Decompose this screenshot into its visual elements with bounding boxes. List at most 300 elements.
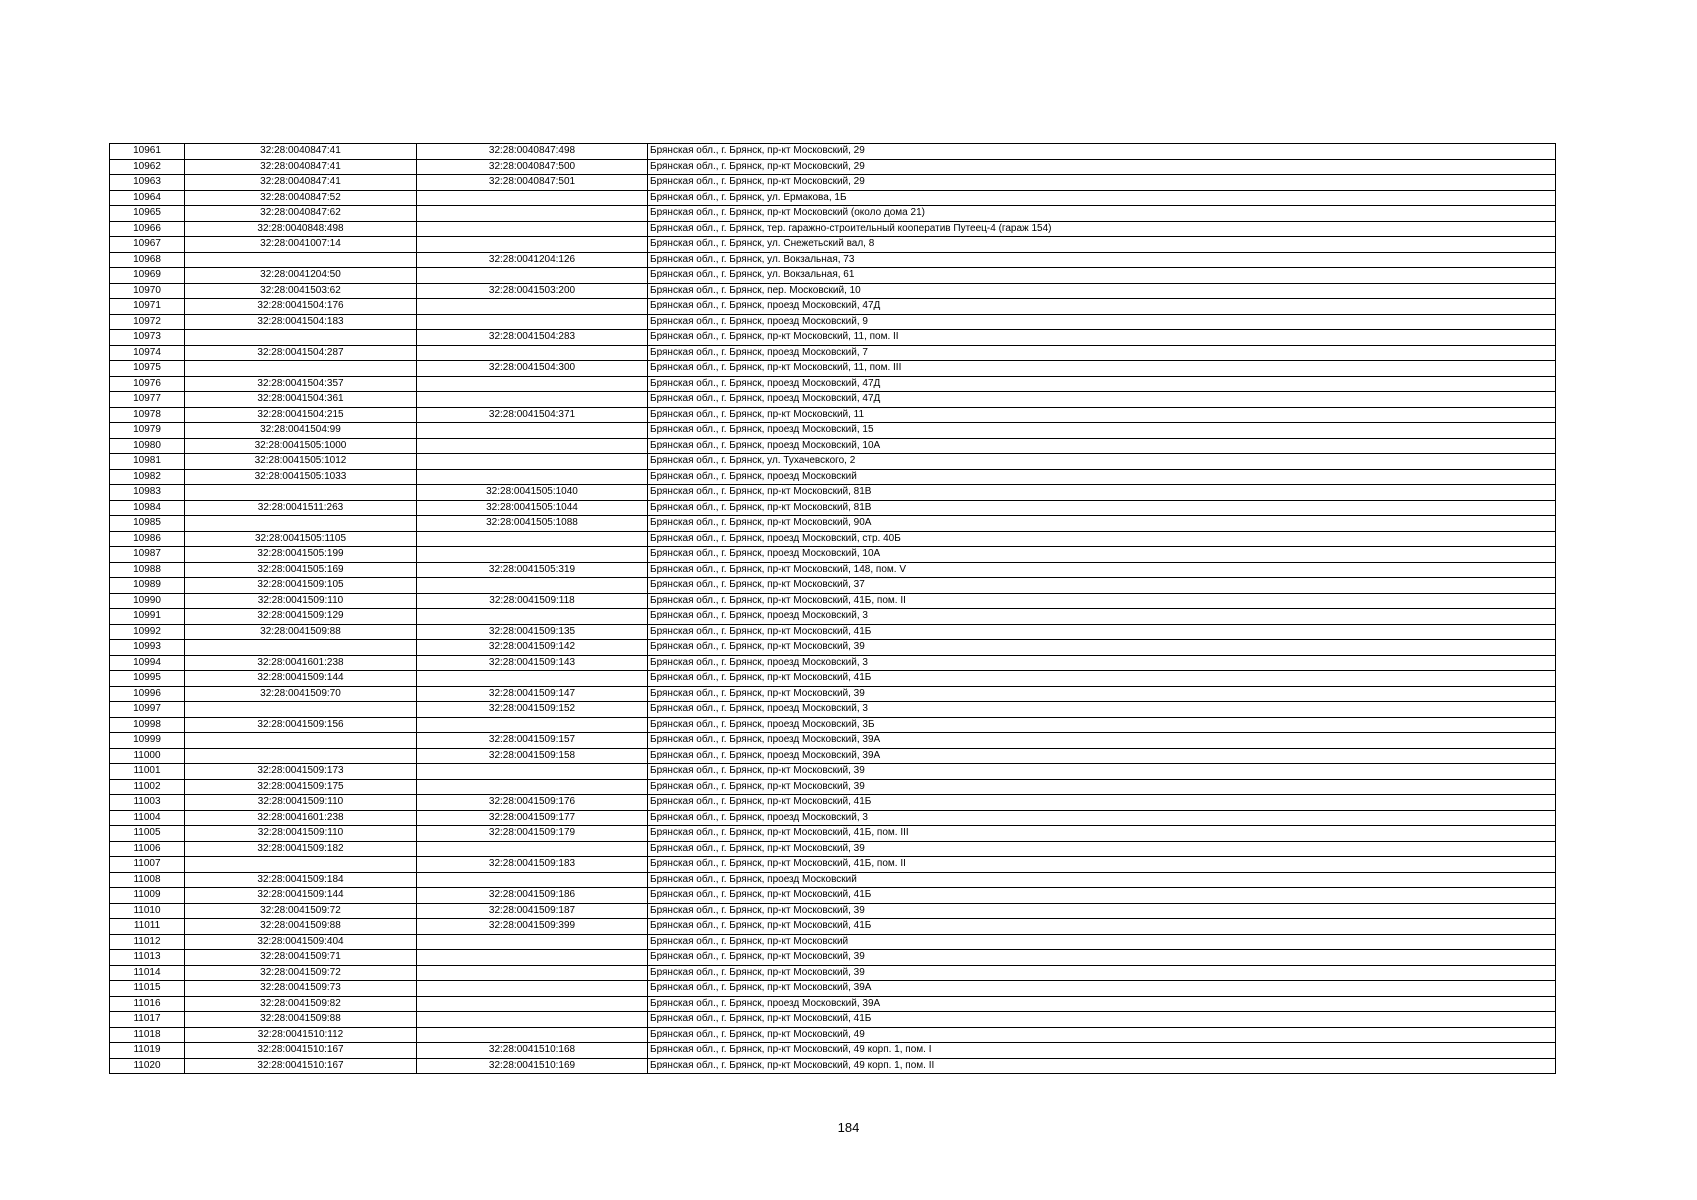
address-cell: Брянская обл., г. Брянск, пр-кт Московский bbox=[648, 934, 1556, 950]
linked-cadastral-number-cell: 32:28:0041503:200 bbox=[417, 283, 648, 299]
row-number-cell: 10995 bbox=[110, 671, 185, 687]
linked-cadastral-number-cell bbox=[417, 423, 648, 439]
address-cell: Брянская обл., г. Брянск, пр-кт Московский, 81В bbox=[648, 485, 1556, 501]
row-number-cell: 11006 bbox=[110, 841, 185, 857]
cadastral-number-cell bbox=[185, 702, 417, 718]
address-cell: Брянская обл., г. Брянск, пр-кт Московский, 41Б bbox=[648, 671, 1556, 687]
linked-cadastral-number-cell: 32:28:0041505:1040 bbox=[417, 485, 648, 501]
row-number-cell: 10976 bbox=[110, 376, 185, 392]
table-row bbox=[110, 640, 1556, 656]
address-cell: Брянская обл., г. Брянск, пр-кт Московский (около дома 21) bbox=[648, 206, 1556, 222]
cadastral-number-cell: 32:28:0041510:112 bbox=[185, 1027, 417, 1043]
table-row bbox=[110, 826, 1556, 842]
row-number-cell: 10973 bbox=[110, 330, 185, 346]
linked-cadastral-number-cell: 32:28:0041510:168 bbox=[417, 1043, 648, 1059]
row-number-cell: 10987 bbox=[110, 547, 185, 563]
linked-cadastral-number-cell: 32:28:0041504:283 bbox=[417, 330, 648, 346]
linked-cadastral-number-cell: 32:28:0041509:187 bbox=[417, 903, 648, 919]
cadastral-number-cell: 32:28:0041601:238 bbox=[185, 810, 417, 826]
cadastral-number-cell bbox=[185, 733, 417, 749]
table-row bbox=[110, 686, 1556, 702]
linked-cadastral-number-cell bbox=[417, 438, 648, 454]
row-number-cell: 10985 bbox=[110, 516, 185, 532]
linked-cadastral-number-cell: 32:28:0041509:142 bbox=[417, 640, 648, 656]
address-cell: Брянская обл., г. Брянск, пр-кт Московский, 41Б bbox=[648, 1012, 1556, 1028]
row-number-cell: 11012 bbox=[110, 934, 185, 950]
address-cell: Брянская обл., г. Брянск, пр-кт Московский, 39А bbox=[648, 981, 1556, 997]
cadastral-number-cell bbox=[185, 748, 417, 764]
cadastral-number-cell bbox=[185, 857, 417, 873]
row-number-cell: 10988 bbox=[110, 562, 185, 578]
address-cell: Брянская обл., г. Брянск, проезд Московский, 39А bbox=[648, 996, 1556, 1012]
linked-cadastral-number-cell bbox=[417, 454, 648, 470]
address-cell: Брянская обл., г. Брянск, пр-кт Московский, 11 bbox=[648, 407, 1556, 423]
cadastral-number-cell: 32:28:0041505:1105 bbox=[185, 531, 417, 547]
cadastral-number-cell: 32:28:0041509:110 bbox=[185, 826, 417, 842]
address-cell: Брянская обл., г. Брянск, пр-кт Московский, 39 bbox=[648, 779, 1556, 795]
address-cell: Брянская обл., г. Брянск, проезд Московский, 7 bbox=[648, 345, 1556, 361]
table-row bbox=[110, 934, 1556, 950]
address-cell: Брянская обл., г. Брянск, ул. Тухачевского, 2 bbox=[648, 454, 1556, 470]
cadastral-number-cell: 32:28:0041505:1000 bbox=[185, 438, 417, 454]
address-cell: Брянская обл., г. Брянск, пр-кт Московский, 29 bbox=[648, 175, 1556, 191]
linked-cadastral-number-cell: 32:28:0041504:300 bbox=[417, 361, 648, 377]
address-cell: Брянская обл., г. Брянск, пр-кт Московский, 49 bbox=[648, 1027, 1556, 1043]
cadastral-number-cell: 32:28:0041504:361 bbox=[185, 392, 417, 408]
linked-cadastral-number-cell bbox=[417, 981, 648, 997]
cadastral-number-cell bbox=[185, 361, 417, 377]
table-row bbox=[110, 454, 1556, 470]
row-number-cell: 10990 bbox=[110, 593, 185, 609]
address-cell: Брянская обл., г. Брянск, пр-кт Московский, 49 корп. 1, пом. I bbox=[648, 1043, 1556, 1059]
linked-cadastral-number-cell: 32:28:0041505:319 bbox=[417, 562, 648, 578]
linked-cadastral-number-cell bbox=[417, 965, 648, 981]
cadastral-number-cell: 32:28:0041509:404 bbox=[185, 934, 417, 950]
address-cell: Брянская обл., г. Брянск, тер. гаражно-строительный кооператив Путеец-4 (гараж 154) bbox=[648, 221, 1556, 237]
linked-cadastral-number-cell bbox=[417, 779, 648, 795]
linked-cadastral-number-cell bbox=[417, 841, 648, 857]
table-row bbox=[110, 175, 1556, 191]
cadastral-number-cell: 32:28:0041510:167 bbox=[185, 1043, 417, 1059]
row-number-cell: 11000 bbox=[110, 748, 185, 764]
linked-cadastral-number-cell: 32:28:0041509:118 bbox=[417, 593, 648, 609]
linked-cadastral-number-cell: 32:28:0041509:186 bbox=[417, 888, 648, 904]
address-cell: Брянская обл., г. Брянск, ул. Вокзальная, 61 bbox=[648, 268, 1556, 284]
linked-cadastral-number-cell bbox=[417, 609, 648, 625]
registry-table bbox=[109, 143, 1556, 1074]
address-cell: Брянская обл., г. Брянск, пр-кт Московский, 41Б bbox=[648, 919, 1556, 935]
table-row bbox=[110, 965, 1556, 981]
address-cell: Брянская обл., г. Брянск, ул. Снежетьский вал, 8 bbox=[648, 237, 1556, 253]
table-row bbox=[110, 764, 1556, 780]
address-cell: Брянская обл., г. Брянск, пр-кт Московский, 11, пом. II bbox=[648, 330, 1556, 346]
cadastral-number-cell bbox=[185, 252, 417, 268]
row-number-cell: 11002 bbox=[110, 779, 185, 795]
cadastral-number-cell: 32:28:0041504:99 bbox=[185, 423, 417, 439]
cadastral-number-cell: 32:28:0041509:88 bbox=[185, 1012, 417, 1028]
address-cell: Брянская обл., г. Брянск, проезд Московский, 47Д bbox=[648, 392, 1556, 408]
table-row bbox=[110, 655, 1556, 671]
linked-cadastral-number-cell bbox=[417, 376, 648, 392]
cadastral-number-cell: 32:28:0041509:72 bbox=[185, 903, 417, 919]
table-row bbox=[110, 299, 1556, 315]
row-number-cell: 11017 bbox=[110, 1012, 185, 1028]
row-number-cell: 10966 bbox=[110, 221, 185, 237]
table-row bbox=[110, 562, 1556, 578]
linked-cadastral-number-cell: 32:28:0041509:177 bbox=[417, 810, 648, 826]
cadastral-number-cell: 32:28:0041503:62 bbox=[185, 283, 417, 299]
row-number-cell: 10997 bbox=[110, 702, 185, 718]
linked-cadastral-number-cell: 32:28:0041505:1088 bbox=[417, 516, 648, 532]
address-cell: Брянская обл., г. Брянск, проезд Московский, 47Д bbox=[648, 299, 1556, 315]
table-row bbox=[110, 500, 1556, 516]
table-row bbox=[110, 950, 1556, 966]
cadastral-number-cell: 32:28:0041505:169 bbox=[185, 562, 417, 578]
cadastral-number-cell: 32:28:0041509:88 bbox=[185, 919, 417, 935]
linked-cadastral-number-cell: 32:28:0041504:371 bbox=[417, 407, 648, 423]
address-cell: Брянская обл., г. Брянск, пр-кт Московский, 90А bbox=[648, 516, 1556, 532]
table-row bbox=[110, 1027, 1556, 1043]
linked-cadastral-number-cell bbox=[417, 872, 648, 888]
address-cell: Брянская обл., г. Брянск, пр-кт Московский, 39 bbox=[648, 950, 1556, 966]
address-cell: Брянская обл., г. Брянск, пр-кт Московский, 41Б, пом. II bbox=[648, 593, 1556, 609]
row-number-cell: 10994 bbox=[110, 655, 185, 671]
row-number-cell: 11015 bbox=[110, 981, 185, 997]
table-row bbox=[110, 392, 1556, 408]
cadastral-number-cell: 32:28:0041504:183 bbox=[185, 314, 417, 330]
row-number-cell: 11001 bbox=[110, 764, 185, 780]
cadastral-number-cell: 32:28:0041509:70 bbox=[185, 686, 417, 702]
address-cell: Брянская обл., г. Брянск, пр-кт Московский, 39 bbox=[648, 640, 1556, 656]
address-cell: Брянская обл., г. Брянск, пр-кт Московский, 39 bbox=[648, 686, 1556, 702]
row-number-cell: 10975 bbox=[110, 361, 185, 377]
linked-cadastral-number-cell: 32:28:0041510:169 bbox=[417, 1058, 648, 1074]
row-number-cell: 10974 bbox=[110, 345, 185, 361]
address-cell: Брянская обл., г. Брянск, пр-кт Московский, 39 bbox=[648, 841, 1556, 857]
linked-cadastral-number-cell: 32:28:0041509:179 bbox=[417, 826, 648, 842]
row-number-cell: 11016 bbox=[110, 996, 185, 1012]
table-row bbox=[110, 857, 1556, 873]
linked-cadastral-number-cell bbox=[417, 206, 648, 222]
row-number-cell: 11011 bbox=[110, 919, 185, 935]
table-row bbox=[110, 237, 1556, 253]
linked-cadastral-number-cell: 32:28:0041509:157 bbox=[417, 733, 648, 749]
cadastral-number-cell bbox=[185, 485, 417, 501]
row-number-cell: 11010 bbox=[110, 903, 185, 919]
cadastral-number-cell: 32:28:0041504:357 bbox=[185, 376, 417, 392]
linked-cadastral-number-cell: 32:28:0041509:143 bbox=[417, 655, 648, 671]
table-row bbox=[110, 531, 1556, 547]
cadastral-number-cell: 32:28:0041509:156 bbox=[185, 717, 417, 733]
cadastral-number-cell: 32:28:0041509:144 bbox=[185, 888, 417, 904]
cadastral-number-cell: 32:28:0040847:62 bbox=[185, 206, 417, 222]
linked-cadastral-number-cell bbox=[417, 547, 648, 563]
linked-cadastral-number-cell: 32:28:0041204:126 bbox=[417, 252, 648, 268]
linked-cadastral-number-cell: 32:28:0041505:1044 bbox=[417, 500, 648, 516]
table-row bbox=[110, 981, 1556, 997]
address-cell: Брянская обл., г. Брянск, пр-кт Московский, 39 bbox=[648, 965, 1556, 981]
table-row bbox=[110, 516, 1556, 532]
cadastral-number-cell: 32:28:0041504:287 bbox=[185, 345, 417, 361]
row-number-cell: 10972 bbox=[110, 314, 185, 330]
table-row bbox=[110, 888, 1556, 904]
row-number-cell: 10961 bbox=[110, 144, 185, 160]
linked-cadastral-number-cell: 32:28:0040847:498 bbox=[417, 144, 648, 160]
cadastral-number-cell: 32:28:0041504:176 bbox=[185, 299, 417, 315]
linked-cadastral-number-cell bbox=[417, 268, 648, 284]
address-cell: Брянская обл., г. Брянск, пр-кт Московский, 11, пом. III bbox=[648, 361, 1556, 377]
address-cell: Брянская обл., г. Брянск, проезд Московский, 3 bbox=[648, 810, 1556, 826]
table-row bbox=[110, 810, 1556, 826]
table-row bbox=[110, 314, 1556, 330]
linked-cadastral-number-cell: 32:28:0041509:152 bbox=[417, 702, 648, 718]
address-cell: Брянская обл., г. Брянск, пр-кт Московский, 41Б bbox=[648, 795, 1556, 811]
linked-cadastral-number-cell: 32:28:0041509:183 bbox=[417, 857, 648, 873]
linked-cadastral-number-cell: 32:28:0041509:158 bbox=[417, 748, 648, 764]
linked-cadastral-number-cell bbox=[417, 1012, 648, 1028]
address-cell: Брянская обл., г. Брянск, проезд Московский, 39А bbox=[648, 748, 1556, 764]
table-row bbox=[110, 330, 1556, 346]
cadastral-number-cell bbox=[185, 640, 417, 656]
address-cell: Брянская обл., г. Брянск, проезд Московский bbox=[648, 469, 1556, 485]
address-cell: Брянская обл., г. Брянск, проезд Московский, 10А bbox=[648, 438, 1556, 454]
cadastral-number-cell: 32:28:0041505:199 bbox=[185, 547, 417, 563]
cadastral-number-cell: 32:28:0041601:238 bbox=[185, 655, 417, 671]
table-row bbox=[110, 996, 1556, 1012]
row-number-cell: 10964 bbox=[110, 190, 185, 206]
row-number-cell: 10992 bbox=[110, 624, 185, 640]
table-row bbox=[110, 1043, 1556, 1059]
table-row bbox=[110, 1012, 1556, 1028]
row-number-cell: 10969 bbox=[110, 268, 185, 284]
address-cell: Брянская обл., г. Брянск, проезд Московский, 47Д bbox=[648, 376, 1556, 392]
row-number-cell: 10989 bbox=[110, 578, 185, 594]
address-cell: Брянская обл., г. Брянск, пр-кт Московский, 41Б, пом. III bbox=[648, 826, 1556, 842]
table-row bbox=[110, 221, 1556, 237]
cadastral-number-cell: 32:28:0041509:182 bbox=[185, 841, 417, 857]
cadastral-number-cell bbox=[185, 516, 417, 532]
linked-cadastral-number-cell bbox=[417, 531, 648, 547]
table-row bbox=[110, 423, 1556, 439]
cadastral-number-cell: 32:28:0040847:52 bbox=[185, 190, 417, 206]
table-row bbox=[110, 283, 1556, 299]
table-row bbox=[110, 748, 1556, 764]
table-row bbox=[110, 841, 1556, 857]
table-row bbox=[110, 717, 1556, 733]
table-row bbox=[110, 268, 1556, 284]
row-number-cell: 10983 bbox=[110, 485, 185, 501]
address-cell: Брянская обл., г. Брянск, пр-кт Московский, 39 bbox=[648, 903, 1556, 919]
row-number-cell: 11005 bbox=[110, 826, 185, 842]
table-row bbox=[110, 407, 1556, 423]
linked-cadastral-number-cell bbox=[417, 299, 648, 315]
registry-table-body bbox=[110, 144, 1556, 1074]
table-row bbox=[110, 1058, 1556, 1074]
address-cell: Брянская обл., г. Брянск, пр-кт Московский, 148, пом. V bbox=[648, 562, 1556, 578]
row-number-cell: 10970 bbox=[110, 283, 185, 299]
table-row bbox=[110, 345, 1556, 361]
row-number-cell: 10977 bbox=[110, 392, 185, 408]
linked-cadastral-number-cell bbox=[417, 996, 648, 1012]
row-number-cell: 11007 bbox=[110, 857, 185, 873]
row-number-cell: 10967 bbox=[110, 237, 185, 253]
address-cell: Брянская обл., г. Брянск, пр-кт Московский, 41Б bbox=[648, 888, 1556, 904]
linked-cadastral-number-cell bbox=[417, 764, 648, 780]
table-row bbox=[110, 872, 1556, 888]
table-row bbox=[110, 609, 1556, 625]
row-number-cell: 10962 bbox=[110, 159, 185, 175]
linked-cadastral-number-cell bbox=[417, 392, 648, 408]
cadastral-number-cell: 32:28:0041509:73 bbox=[185, 981, 417, 997]
table-row bbox=[110, 469, 1556, 485]
cadastral-number-cell: 32:28:0040847:41 bbox=[185, 175, 417, 191]
table-row bbox=[110, 547, 1556, 563]
row-number-cell: 11009 bbox=[110, 888, 185, 904]
table-row bbox=[110, 903, 1556, 919]
table-row bbox=[110, 624, 1556, 640]
linked-cadastral-number-cell bbox=[417, 1027, 648, 1043]
address-cell: Брянская обл., г. Брянск, проезд Московский, 15 bbox=[648, 423, 1556, 439]
address-cell: Брянская обл., г. Брянск, пр-кт Московский, 29 bbox=[648, 159, 1556, 175]
table-row bbox=[110, 578, 1556, 594]
row-number-cell: 10979 bbox=[110, 423, 185, 439]
table-row bbox=[110, 593, 1556, 609]
linked-cadastral-number-cell bbox=[417, 934, 648, 950]
cadastral-number-cell: 32:28:0041505:1012 bbox=[185, 454, 417, 470]
address-cell: Брянская обл., г. Брянск, пр-кт Московский, 41Б, пом. II bbox=[648, 857, 1556, 873]
cadastral-number-cell: 32:28:0041509:110 bbox=[185, 795, 417, 811]
row-number-cell: 10978 bbox=[110, 407, 185, 423]
address-cell: Брянская обл., г. Брянск, проезд Московский, 10А bbox=[648, 547, 1556, 563]
row-number-cell: 10991 bbox=[110, 609, 185, 625]
cadastral-number-cell bbox=[185, 330, 417, 346]
address-cell: Брянская обл., г. Брянск, проезд Московский, 3 bbox=[648, 609, 1556, 625]
table-row bbox=[110, 144, 1556, 160]
linked-cadastral-number-cell bbox=[417, 237, 648, 253]
row-number-cell: 10999 bbox=[110, 733, 185, 749]
address-cell: Брянская обл., г. Брянск, проезд Московский, 3 bbox=[648, 702, 1556, 718]
row-number-cell: 10980 bbox=[110, 438, 185, 454]
cadastral-number-cell: 32:28:0041510:167 bbox=[185, 1058, 417, 1074]
table-row bbox=[110, 733, 1556, 749]
row-number-cell: 11013 bbox=[110, 950, 185, 966]
address-cell: Брянская обл., г. Брянск, проезд Московский, стр. 40Б bbox=[648, 531, 1556, 547]
cadastral-number-cell: 32:28:0040848:498 bbox=[185, 221, 417, 237]
table-row bbox=[110, 795, 1556, 811]
table-row bbox=[110, 671, 1556, 687]
cadastral-number-cell: 32:28:0041511:263 bbox=[185, 500, 417, 516]
row-number-cell: 10986 bbox=[110, 531, 185, 547]
table-row bbox=[110, 252, 1556, 268]
address-cell: Брянская обл., г. Брянск, проезд Московский, 39А bbox=[648, 733, 1556, 749]
cadastral-number-cell: 32:28:0041509:110 bbox=[185, 593, 417, 609]
row-number-cell: 11004 bbox=[110, 810, 185, 826]
linked-cadastral-number-cell bbox=[417, 717, 648, 733]
cadastral-number-cell: 32:28:0040847:41 bbox=[185, 159, 417, 175]
cadastral-number-cell: 32:28:0041505:1033 bbox=[185, 469, 417, 485]
cadastral-number-cell: 32:28:0041509:71 bbox=[185, 950, 417, 966]
linked-cadastral-number-cell: 32:28:0041509:176 bbox=[417, 795, 648, 811]
linked-cadastral-number-cell bbox=[417, 578, 648, 594]
cadastral-number-cell: 32:28:0041509:173 bbox=[185, 764, 417, 780]
linked-cadastral-number-cell: 32:28:0040847:501 bbox=[417, 175, 648, 191]
row-number-cell: 10963 bbox=[110, 175, 185, 191]
cadastral-number-cell: 32:28:0041509:175 bbox=[185, 779, 417, 795]
address-cell: Брянская обл., г. Брянск, проезд Московский, 3Б bbox=[648, 717, 1556, 733]
address-cell: Брянская обл., г. Брянск, пр-кт Московский, 39 bbox=[648, 764, 1556, 780]
row-number-cell: 10981 bbox=[110, 454, 185, 470]
address-cell: Брянская обл., г. Брянск, пер. Московский, 10 bbox=[648, 283, 1556, 299]
linked-cadastral-number-cell bbox=[417, 345, 648, 361]
table-row bbox=[110, 702, 1556, 718]
linked-cadastral-number-cell bbox=[417, 314, 648, 330]
address-cell: Брянская обл., г. Брянск, проезд Московский, 9 bbox=[648, 314, 1556, 330]
address-cell: Брянская обл., г. Брянск, ул. Ермакова, 1Б bbox=[648, 190, 1556, 206]
row-number-cell: 10993 bbox=[110, 640, 185, 656]
cadastral-number-cell: 32:28:0041509:129 bbox=[185, 609, 417, 625]
address-cell: Брянская обл., г. Брянск, пр-кт Московский, 49 корп. 1, пом. II bbox=[648, 1058, 1556, 1074]
row-number-cell: 10971 bbox=[110, 299, 185, 315]
address-cell: Брянская обл., г. Брянск, проезд Московский, 3 bbox=[648, 655, 1556, 671]
cadastral-number-cell: 32:28:0041007:14 bbox=[185, 237, 417, 253]
address-cell: Брянская обл., г. Брянск, пр-кт Московский, 29 bbox=[648, 144, 1556, 160]
cadastral-number-cell: 32:28:0041509:144 bbox=[185, 671, 417, 687]
cadastral-number-cell: 32:28:0040847:41 bbox=[185, 144, 417, 160]
row-number-cell: 11014 bbox=[110, 965, 185, 981]
row-number-cell: 10968 bbox=[110, 252, 185, 268]
row-number-cell: 11020 bbox=[110, 1058, 185, 1074]
row-number-cell: 11018 bbox=[110, 1027, 185, 1043]
table-row bbox=[110, 376, 1556, 392]
cadastral-number-cell: 32:28:0041509:88 bbox=[185, 624, 417, 640]
linked-cadastral-number-cell: 32:28:0041509:399 bbox=[417, 919, 648, 935]
row-number-cell: 11008 bbox=[110, 872, 185, 888]
table-row bbox=[110, 779, 1556, 795]
table-row bbox=[110, 159, 1556, 175]
row-number-cell: 10982 bbox=[110, 469, 185, 485]
table-row bbox=[110, 190, 1556, 206]
address-cell: Брянская обл., г. Брянск, пр-кт Московский, 37 bbox=[648, 578, 1556, 594]
cadastral-number-cell: 32:28:0041509:82 bbox=[185, 996, 417, 1012]
linked-cadastral-number-cell bbox=[417, 671, 648, 687]
cadastral-number-cell: 32:28:0041509:105 bbox=[185, 578, 417, 594]
address-cell: Брянская обл., г. Брянск, проезд Московский bbox=[648, 872, 1556, 888]
row-number-cell: 11003 bbox=[110, 795, 185, 811]
cadastral-number-cell: 32:28:0041504:215 bbox=[185, 407, 417, 423]
address-cell: Брянская обл., г. Брянск, пр-кт Московский, 81В bbox=[648, 500, 1556, 516]
linked-cadastral-number-cell: 32:28:0041509:147 bbox=[417, 686, 648, 702]
row-number-cell: 10965 bbox=[110, 206, 185, 222]
table-row bbox=[110, 919, 1556, 935]
address-cell: Брянская обл., г. Брянск, пр-кт Московский, 41Б bbox=[648, 624, 1556, 640]
cadastral-number-cell: 32:28:0041509:184 bbox=[185, 872, 417, 888]
table-row bbox=[110, 485, 1556, 501]
cadastral-number-cell: 32:28:0041509:72 bbox=[185, 965, 417, 981]
linked-cadastral-number-cell bbox=[417, 950, 648, 966]
linked-cadastral-number-cell bbox=[417, 190, 648, 206]
page-number: 184 bbox=[837, 1120, 860, 1135]
linked-cadastral-number-cell: 32:28:0041509:135 bbox=[417, 624, 648, 640]
row-number-cell: 10984 bbox=[110, 500, 185, 516]
table-row bbox=[110, 438, 1556, 454]
row-number-cell: 10996 bbox=[110, 686, 185, 702]
table-row bbox=[110, 361, 1556, 377]
linked-cadastral-number-cell bbox=[417, 221, 648, 237]
linked-cadastral-number-cell bbox=[417, 469, 648, 485]
row-number-cell: 11019 bbox=[110, 1043, 185, 1059]
address-cell: Брянская обл., г. Брянск, ул. Вокзальная, 73 bbox=[648, 252, 1556, 268]
row-number-cell: 10998 bbox=[110, 717, 185, 733]
